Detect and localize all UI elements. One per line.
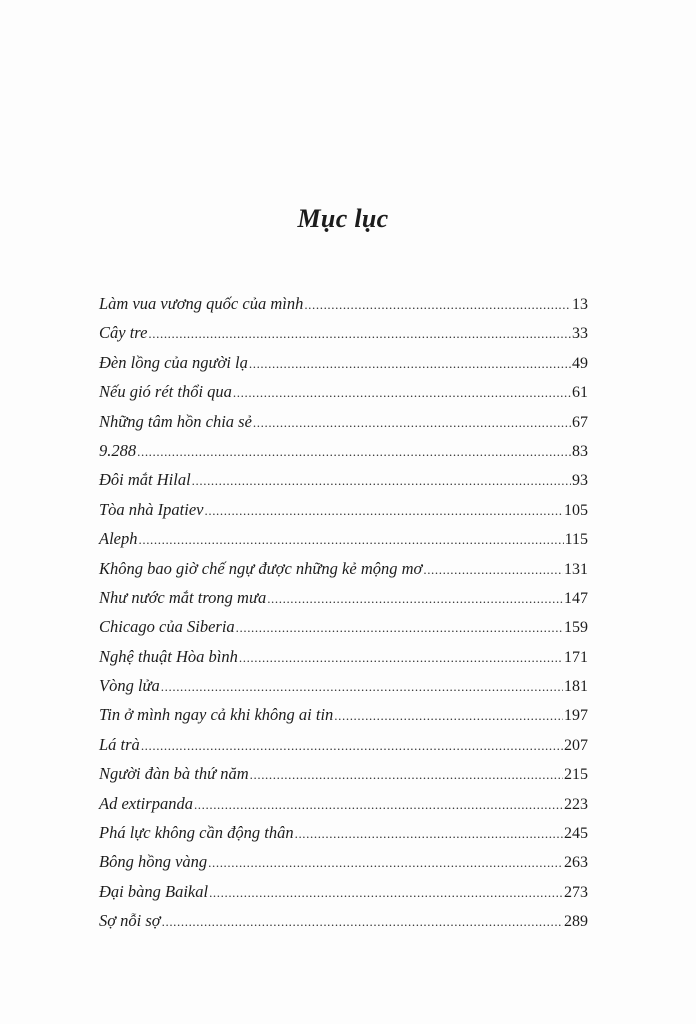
dot-leader bbox=[137, 444, 571, 460]
entry-title: Vòng lửa bbox=[99, 676, 160, 696]
dot-leader bbox=[208, 855, 563, 871]
entry-title: Sợ nỗi sợ bbox=[99, 911, 161, 931]
dot-leader bbox=[141, 738, 563, 754]
entry-title: Phá lực không cần động thân bbox=[99, 823, 294, 843]
dot-leader bbox=[162, 914, 563, 930]
entry-page-number: 215 bbox=[564, 766, 588, 784]
dot-leader bbox=[239, 650, 563, 666]
entry-title: Lá trà bbox=[99, 734, 140, 754]
toc-entry bbox=[99, 647, 588, 676]
toc-entry bbox=[99, 500, 588, 529]
entry-page-number: 245 bbox=[564, 825, 588, 843]
dot-leader bbox=[205, 503, 564, 519]
entry-page-number: 61 bbox=[572, 384, 588, 402]
toc-entry bbox=[99, 882, 588, 911]
entry-title: Đèn lồng của người lạ bbox=[99, 352, 248, 372]
toc-entry bbox=[99, 382, 588, 411]
entry-page-number: 223 bbox=[564, 795, 588, 813]
entry-title: Aleph bbox=[99, 529, 138, 549]
entry-title: 9.288 bbox=[99, 440, 137, 460]
entry-page-number: 83 bbox=[572, 442, 588, 460]
dot-leader bbox=[253, 415, 571, 431]
toc-entry bbox=[99, 617, 588, 646]
entry-page-number: 181 bbox=[564, 678, 588, 696]
dot-leader bbox=[148, 326, 571, 342]
entry-title: Tòa nhà Ipatiev bbox=[99, 499, 204, 519]
toc-entry bbox=[99, 294, 588, 323]
dot-leader bbox=[423, 562, 563, 578]
toc-entry bbox=[99, 911, 588, 940]
dot-leader bbox=[209, 885, 563, 901]
toc-entry bbox=[99, 764, 588, 793]
entry-page-number: 171 bbox=[564, 648, 588, 666]
toc-entry bbox=[99, 823, 588, 852]
entry-page-number: 67 bbox=[572, 413, 588, 431]
entry-title: Nếu gió rét thổi qua bbox=[99, 382, 232, 402]
entry-title: Làm vua vương quốc của mình bbox=[99, 294, 304, 313]
toc-entry bbox=[99, 323, 588, 352]
entry-page-number: 197 bbox=[564, 707, 588, 725]
dot-leader bbox=[192, 473, 571, 489]
page-title: Mục lục bbox=[297, 204, 389, 233]
toc-entry bbox=[99, 735, 588, 764]
entry-title: Những tâm hồn chia sẻ bbox=[99, 411, 252, 431]
toc-entry bbox=[99, 353, 588, 382]
entry-title: Cây tre bbox=[99, 323, 148, 343]
table-of-contents bbox=[99, 294, 588, 941]
dot-leader bbox=[194, 797, 563, 813]
entry-page-number: 207 bbox=[564, 736, 588, 754]
entry-page-number: 131 bbox=[564, 560, 588, 578]
entry-title: Người đàn bà thứ năm bbox=[99, 764, 249, 784]
dot-leader bbox=[161, 679, 563, 695]
entry-page-number: 159 bbox=[564, 619, 588, 637]
entry-page-number: 115 bbox=[564, 531, 588, 549]
entry-title: Như nước mắt trong mưa bbox=[99, 587, 267, 607]
entry-page-number: 147 bbox=[564, 589, 588, 607]
toc-entry bbox=[99, 676, 588, 705]
dot-leader bbox=[250, 767, 563, 783]
entry-page-number: 289 bbox=[564, 913, 588, 931]
entry-page-number: 93 bbox=[572, 472, 588, 490]
dot-leader bbox=[236, 620, 563, 636]
dot-leader bbox=[139, 532, 564, 548]
entry-page-number: 263 bbox=[564, 854, 588, 872]
dot-leader bbox=[334, 708, 563, 724]
dot-leader bbox=[233, 385, 571, 401]
toc-entry bbox=[99, 529, 588, 558]
toc-entry bbox=[99, 559, 588, 588]
dot-leader bbox=[304, 297, 571, 313]
toc-entry bbox=[99, 588, 588, 617]
toc-entry bbox=[99, 441, 588, 470]
entry-page-number: 105 bbox=[564, 501, 588, 519]
entry-title: Đại bàng Baikal bbox=[99, 881, 209, 901]
dot-leader bbox=[295, 826, 563, 842]
toc-entry bbox=[99, 852, 588, 881]
toc-entry bbox=[99, 794, 588, 823]
entry-page-number: 49 bbox=[572, 354, 588, 372]
entry-title: Không bao giờ chế ngự được những kẻ mộng mơ bbox=[99, 558, 423, 578]
entry-page-number: 13 bbox=[572, 296, 588, 313]
entry-page-number: 273 bbox=[564, 883, 588, 901]
toc-entry bbox=[99, 412, 588, 441]
entry-title: Chicago của Siberia bbox=[99, 617, 235, 637]
entry-title: Nghệ thuật Hòa bình bbox=[99, 646, 238, 666]
entry-title: Tin ở mình ngay cả khi không ai tin bbox=[99, 705, 334, 725]
entry-title: Đôi mắt Hilal bbox=[99, 470, 191, 490]
toc-entry bbox=[99, 470, 588, 499]
entry-title: Ad extirpanda bbox=[99, 793, 193, 813]
entry-title: Bông hồng vàng bbox=[99, 852, 208, 872]
dot-leader bbox=[267, 591, 563, 607]
entry-page-number: 33 bbox=[572, 325, 588, 343]
toc-entry bbox=[99, 705, 588, 734]
dot-leader bbox=[249, 356, 571, 372]
